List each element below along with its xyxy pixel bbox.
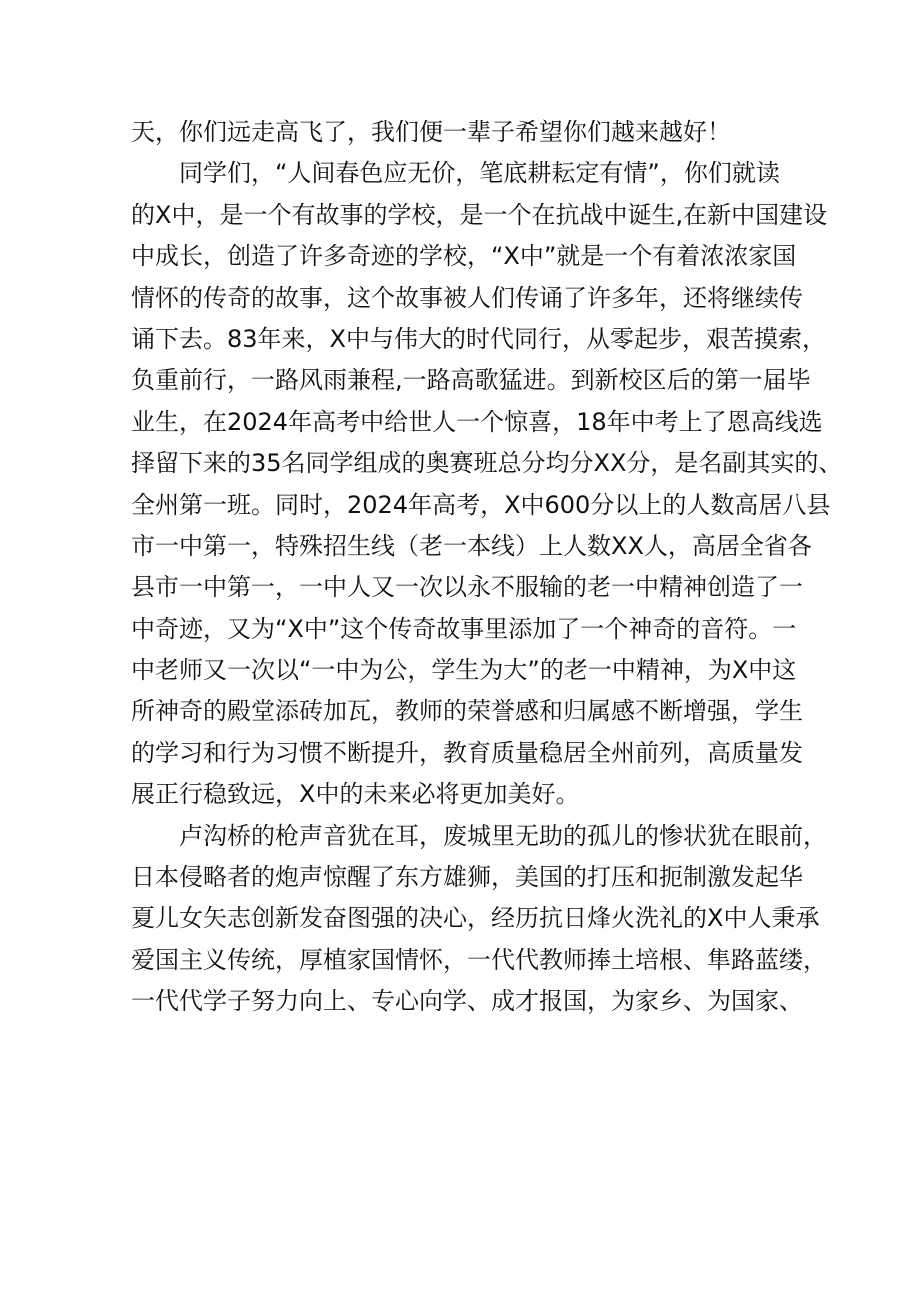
text-line: 夏儿女矢志创新发奋图强的决心，经历抗日烽火洗礼的X中人秉承	[131, 904, 820, 933]
text-line: 的X中，是一个有故事的学校，是一个在抗战中诞生,在新中国建设	[131, 200, 828, 229]
text-line: 中奇迹，又为“X中”这个传奇故事里添加了一个神奇的音符。一	[131, 614, 797, 643]
text-line: 择留下来的35名同学组成的奥赛班总分均分XX分，是名副其实的、	[131, 449, 843, 478]
text-line: 中老师又一次以“一中为公，学生为大”的老一中精神，为X中这	[131, 656, 797, 685]
text-line: 市一中第一，特殊招生线（老一本线）上人数XX人，高居全省各	[131, 531, 812, 560]
text-line: 日本侵略者的炮声惊醒了东方雄狮，美国的打压和扼制激发起华	[131, 863, 803, 892]
text-line: 县市一中第一，一中人又一次以永不服输的老一中精神创造了一	[131, 573, 803, 602]
text-line: 全州第一班。同时，2024年高考，X中600分以上的人数高居八县	[131, 490, 831, 519]
text-line: 一代代学子努力向上、专心向学、成才报国，为家乡、为国家、	[131, 987, 803, 1016]
text-line: 天，你们远走高飞了，我们便一辈子希望你们越来越好！	[131, 118, 731, 146]
text-line: 诵下去。83年来，X中与伟大的时代同行，从零起步，艰苦摸索，	[131, 324, 826, 353]
text-line: 业生，在2024年高考中给世人一个惊喜，18年中考上了恩高线选	[131, 407, 823, 436]
text-line: 爱国主义传统，厚植家国情怀，一代代教师捧土培根、隼路蓝缕，	[131, 945, 827, 974]
paragraph-first-line: 卢沟桥的枪声音犹在耳，废城里无助的孤儿的惨状犹在眼前，	[179, 821, 827, 850]
text-line: 中成长，创造了许多奇迹的学校，“X中”就是一个有着浓浓家国	[131, 242, 797, 271]
paragraph-first-line: 同学们，“人间春色应无价，笔底耕耘定有情”，你们就读	[179, 159, 780, 188]
text-line: 情怀的传奇的故事，这个故事被人们传诵了许多年，还将继续传	[131, 283, 803, 312]
text-line: 的学习和行为习惯不断提升，教育质量稳居全州前列，高质量发	[131, 738, 803, 767]
text-line: 负重前行，一路风雨兼程,一路高歌猛进。到新校区后的第一届毕	[131, 366, 811, 395]
text-line: 展正行稳致远，X中的未来必将更加美好。	[131, 780, 580, 809]
body-text	[131, 112, 843, 1023]
text-line: 所神奇的殿堂添砖加瓦，教师的荣誉感和归属感不断增强，学生	[131, 697, 803, 726]
